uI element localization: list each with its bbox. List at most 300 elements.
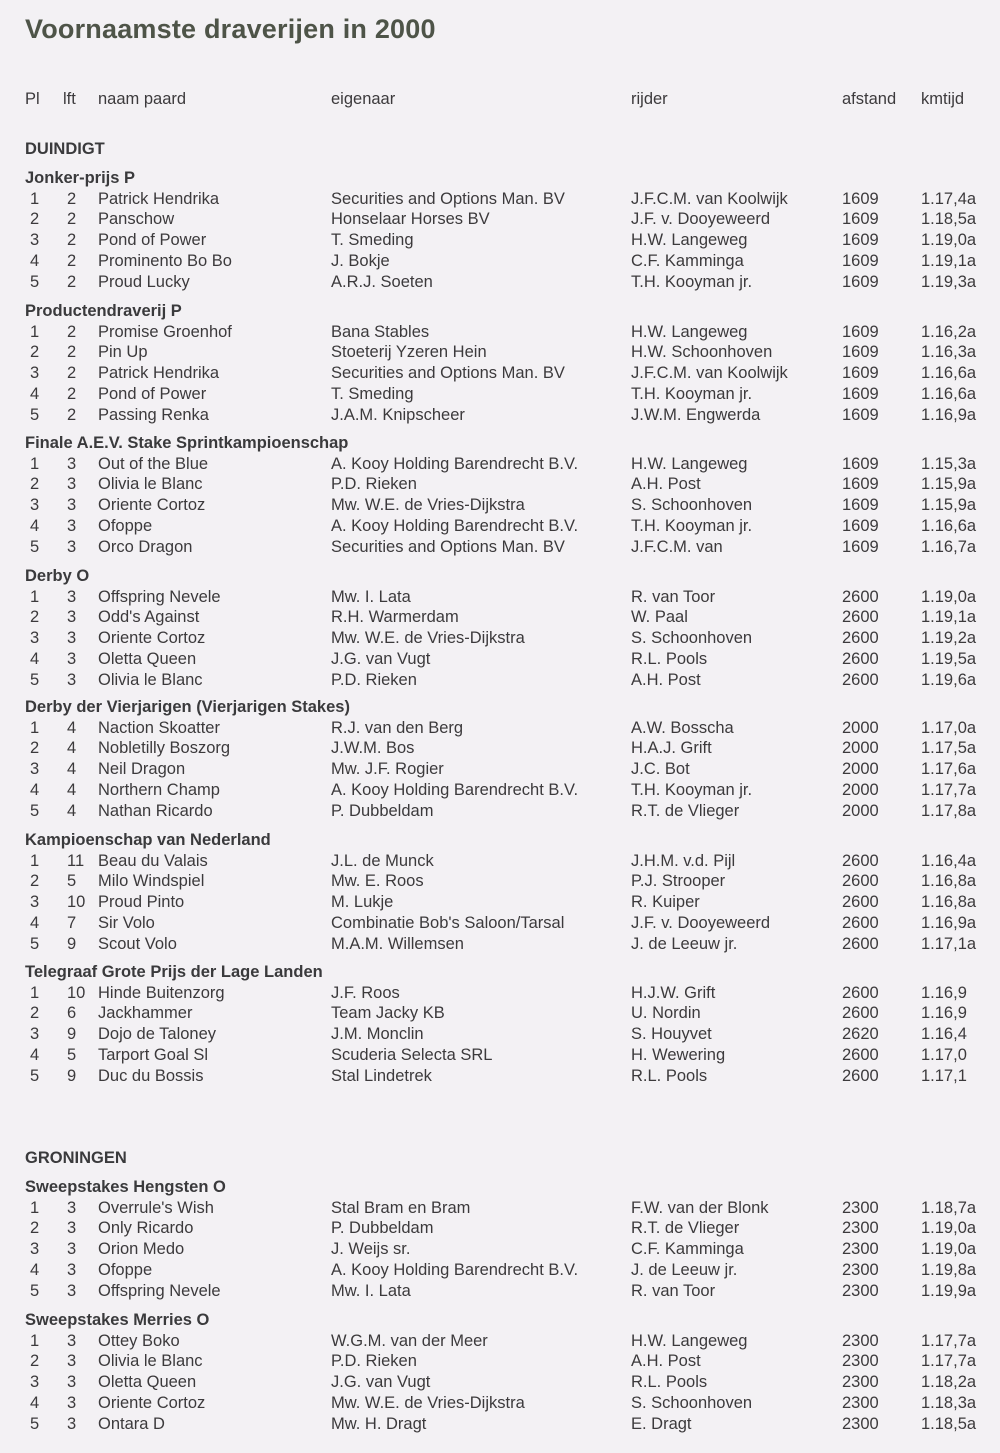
cell-driver: F.W. van der Blonk [631,1198,769,1217]
cell-age: 10 [67,983,86,1002]
cell-km-time: 1.16,4 [921,1025,967,1043]
cell-place: 4 [30,1260,40,1279]
cell-km-time: 1.16,8a [921,872,977,891]
column-header-rijder: rijder [631,90,668,108]
cell-age: 2 [67,405,77,424]
cell-km-time: 1.15,9a [921,496,977,514]
cell-driver: J.F. v. Dooyeweerd [631,210,771,229]
cell-owner: Mw. I. Lata [331,1281,411,1300]
table-row [0,739,1000,759]
cell-horse-name: Pond of Power [98,231,207,249]
cell-distance: 2300 [842,1219,879,1238]
race-title: Derby O [25,567,90,585]
cell-distance: 2300 [842,1331,879,1350]
cell-age: 5 [67,1045,77,1064]
cell-owner: Mw. H. Dragt [331,1414,427,1433]
cell-distance: 2600 [842,629,879,647]
cell-distance: 1609 [842,251,879,270]
cell-age: 10 [67,893,86,911]
cell-horse-name: Offspring Nevele [98,1281,221,1300]
race-title: Sweepstakes Hengsten O [25,1178,226,1196]
table-row [0,1352,1000,1372]
cell-place: 2 [30,210,40,229]
cell-km-time: 1.15,9a [921,475,977,494]
table-row [0,781,1000,801]
cell-distance: 2600 [842,1066,879,1085]
cell-owner: Securities and Options Man. BV [331,189,565,208]
table-row [0,719,1000,739]
cell-driver: H.A.J. Grift [631,739,712,758]
cell-place: 5 [30,405,40,424]
table-row [0,1046,1000,1066]
cell-age: 2 [67,210,77,229]
cell-driver: R.L. Pools [631,1066,708,1085]
cell-age: 3 [67,1260,77,1279]
table-row [0,364,1000,384]
cell-horse-name: Promise Groenhof [98,322,232,341]
cell-age: 4 [67,801,77,820]
table-row [0,650,1000,670]
cell-horse-name: Nathan Ricardo [98,801,213,820]
cell-owner: Securities and Options Man. BV [331,537,565,556]
cell-km-time: 1.19,0a [921,1219,977,1238]
table-row [0,1219,1000,1239]
cell-driver: H.W. Langeweg [631,322,748,341]
cell-place: 3 [30,496,40,514]
cell-distance: 2300 [842,1393,879,1412]
cell-horse-name: Proud Lucky [98,272,190,291]
table-row [0,1394,1000,1414]
cell-km-time: 1.17,6a [921,760,977,778]
cell-driver: J.C. Bot [631,760,690,778]
cell-horse-name: Overrule's Wish [98,1198,214,1217]
cell-distance: 2300 [842,1281,879,1300]
cell-age: 3 [67,496,77,514]
cell-km-time: 1.18,5a [921,210,977,229]
cell-distance: 2000 [842,780,879,799]
cell-owner: A. Kooy Holding Barendrecht B.V. [331,516,579,535]
cell-horse-name: Only Ricardo [98,1219,194,1238]
cell-km-time: 1.16,6a [921,384,977,403]
race-title: Telegraaf Grote Prijs der Lage Landen [25,963,323,981]
cell-horse-name: Nobletilly Boszorg [98,739,231,758]
column-header-row [0,90,1000,112]
cell-place: 5 [30,1281,40,1300]
table-row [0,1261,1000,1281]
cell-horse-name: Oriente Cortoz [98,496,206,514]
cell-distance: 2600 [842,934,879,953]
cell-place: 5 [30,272,40,291]
cell-place: 2 [30,872,40,891]
cell-km-time: 1.15,3a [921,454,977,473]
cell-driver: A.H. Post [631,475,701,494]
cell-place: 5 [30,537,40,556]
table-row [0,671,1000,691]
cell-place: 5 [30,1414,40,1433]
cell-driver: J. de Leeuw jr. [631,1260,738,1279]
cell-horse-name: Jackhammer [98,1004,193,1023]
cell-place: 4 [30,1393,40,1412]
cell-age: 7 [67,913,77,932]
cell-place: 4 [30,780,40,799]
cell-km-time: 1.19,0a [921,1240,977,1258]
cell-km-time: 1.18,7a [921,1198,977,1217]
cell-place: 1 [30,322,40,341]
table-row [0,517,1000,537]
table-row [0,893,1000,913]
cell-distance: 2600 [842,1004,879,1023]
table-row [0,608,1000,628]
cell-age: 9 [67,1066,77,1085]
cell-km-time: 1.16,9a [921,405,977,424]
cell-km-time: 1.19,1a [921,608,977,627]
cell-owner: Stoeterij Yzeren Hein [331,343,487,362]
cell-horse-name: Scout Volo [98,934,177,953]
cell-distance: 2300 [842,1198,879,1217]
table-row [0,1199,1000,1219]
table-row [0,760,1000,780]
cell-owner: Mw. J.F. Rogier [331,760,444,778]
cell-place: 2 [30,1219,40,1238]
cell-place: 4 [30,1045,40,1064]
cell-owner: A. Kooy Holding Barendrecht B.V. [331,1260,579,1279]
cell-distance: 2600 [842,649,879,668]
cell-km-time: 1.17,4a [921,189,977,208]
cell-horse-name: Naction Skoatter [98,718,220,737]
cell-place: 4 [30,384,40,403]
cell-age: 3 [67,1198,77,1217]
cell-age: 4 [67,760,77,778]
cell-age: 2 [67,189,77,208]
cell-horse-name: Ofoppe [98,1260,153,1279]
cell-age: 2 [67,364,77,382]
cell-horse-name: Odd's Against [98,608,200,627]
cell-distance: 2600 [842,608,879,627]
cell-horse-name: Neil Dragon [98,760,186,778]
cell-owner: P. Dubbeldam [331,801,434,820]
cell-horse-name: Ottey Boko [98,1331,180,1350]
cell-driver: P.J. Strooper [631,872,726,891]
cell-km-time: 1.16,7a [921,537,977,556]
cell-km-time: 1.19,5a [921,649,977,668]
race-title: Kampioenschap van Nederland [25,831,271,849]
cell-owner: J.G. van Vugt [331,649,431,668]
cell-driver: C.F. Kamminga [631,251,744,270]
cell-owner: P.D. Rieken [331,1352,417,1371]
cell-km-time: 1.16,2a [921,322,977,341]
cell-distance: 2600 [842,1045,879,1064]
cell-km-time: 1.16,3a [921,343,977,362]
column-header-afstand: afstand [842,90,897,108]
cell-owner: Team Jacky KB [331,1004,445,1023]
cell-distance: 1609 [842,475,879,494]
cell-owner: Mw. W.E. de Vries-Dijkstra [331,629,525,647]
cell-place: 4 [30,913,40,932]
cell-km-time: 1.18,5a [921,1414,977,1433]
cell-distance: 1609 [842,343,879,362]
cell-km-time: 1.17,5a [921,739,977,758]
cell-owner: P.D. Rieken [331,475,417,494]
cell-owner: J. Weijs sr. [331,1240,411,1258]
cell-horse-name: Ofoppe [98,516,153,535]
race-title: Finale A.E.V. Stake Sprintkampioenschap [25,434,349,452]
cell-horse-name: Offspring Nevele [98,587,221,606]
cell-km-time: 1.16,9 [921,983,967,1002]
cell-owner: Stal Bram en Bram [331,1198,471,1217]
column-header-eigenaar: eigenaar [331,90,396,108]
cell-driver: A.W. Bosscha [631,718,734,737]
table-row [0,588,1000,608]
cell-driver: S. Houyvet [631,1025,712,1043]
cell-driver: R.T. de Vlieger [631,801,740,820]
cell-horse-name: Pond of Power [98,384,207,403]
table-row [0,1373,1000,1393]
cell-km-time: 1.18,3a [921,1393,977,1412]
cell-horse-name: Oletta Queen [98,649,197,668]
cell-driver: T.H. Kooyman jr. [631,272,753,291]
table-row [0,210,1000,230]
cell-horse-name: Olivia le Blanc [98,670,203,689]
cell-driver: H.J.W. Grift [631,983,716,1002]
cell-driver: S. Schoonhoven [631,629,753,647]
cell-horse-name: Out of the Blue [98,454,209,473]
cell-place: 5 [30,934,40,953]
cell-place: 5 [30,1066,40,1085]
cell-place: 3 [30,1240,40,1258]
table-row [0,273,1000,293]
cell-place: 3 [30,760,40,778]
cell-age: 3 [67,1219,77,1238]
cell-horse-name: Oletta Queen [98,1373,197,1391]
table-row [0,1004,1000,1024]
cell-driver: C.F. Kamminga [631,1240,744,1258]
cell-owner: M.A.M. Willemsen [331,934,464,953]
cell-km-time: 1.16,6a [921,364,977,382]
table-row [0,323,1000,343]
cell-km-time: 1.19,1a [921,251,977,270]
cell-horse-name: Ontara D [98,1414,165,1433]
cell-km-time: 1.17,7a [921,1352,977,1371]
race-title: Productendraverij P [25,302,182,320]
cell-place: 2 [30,475,40,494]
cell-owner: Combinatie Bob's Saloon/Tarsal [331,913,565,932]
cell-distance: 2300 [842,1352,879,1371]
table-row [0,343,1000,363]
table-row [0,538,1000,558]
cell-distance: 2000 [842,739,879,758]
cell-distance: 1609 [842,496,879,514]
cell-owner: Mw. W.E. de Vries-Dijkstra [331,1393,525,1412]
cell-distance: 2000 [842,801,879,820]
table-row [0,914,1000,934]
cell-owner: W.G.M. van der Meer [331,1331,488,1350]
cell-distance: 1609 [842,210,879,229]
cell-km-time: 1.19,0a [921,587,977,606]
cell-age: 3 [67,649,77,668]
cell-place: 3 [30,231,40,249]
cell-owner: J.L. de Munck [331,851,434,870]
cell-driver: R.L. Pools [631,1373,708,1391]
cell-distance: 2300 [842,1373,879,1391]
cell-owner: R.H. Warmerdam [331,608,459,627]
cell-owner: Bana Stables [331,322,430,341]
cell-place: 1 [30,851,40,870]
cell-horse-name: Milo Windspiel [98,872,205,891]
cell-place: 5 [30,670,40,689]
cell-age: 3 [67,1281,77,1300]
cell-horse-name: Passing Renka [98,405,209,424]
cell-driver: H.W. Langeweg [631,1331,748,1350]
cell-km-time: 1.19,8a [921,1260,977,1279]
cell-driver: R.L. Pools [631,649,708,668]
cell-km-time: 1.17,0 [921,1045,967,1064]
cell-distance: 2600 [842,913,879,932]
cell-distance: 1609 [842,322,879,341]
cell-km-time: 1.16,4a [921,851,977,870]
cell-age: 3 [67,587,77,606]
column-header-naam-paard: naam paard [98,90,187,108]
cell-owner: Mw. E. Roos [331,872,424,891]
cell-driver: S. Schoonhoven [631,1393,753,1412]
cell-distance: 1609 [842,537,879,556]
cell-distance: 2000 [842,760,879,778]
cell-age: 9 [67,1025,77,1043]
page-title: Voornaamste draverijen in 2000 [25,14,436,44]
cell-horse-name: Patrick Hendrika [98,189,220,208]
cell-distance: 1609 [842,516,879,535]
cell-distance: 1609 [842,189,879,208]
cell-place: 3 [30,629,40,647]
cell-owner: J.A.M. Knipscheer [331,405,465,424]
cell-place: 3 [30,364,40,382]
cell-horse-name: Proud Pinto [98,893,185,911]
cell-horse-name: Pin Up [98,343,148,362]
cell-owner: T. Smeding [331,231,414,249]
cell-distance: 2600 [842,587,879,606]
cell-driver: J. de Leeuw jr. [631,934,738,953]
cell-distance: 2000 [842,718,879,737]
table-row [0,496,1000,516]
cell-driver: T.H. Kooyman jr. [631,780,753,799]
table-row [0,935,1000,955]
cell-km-time: 1.19,2a [921,629,977,647]
table-row [0,1025,1000,1045]
table-row [0,190,1000,210]
cell-age: 3 [67,1352,77,1371]
cell-distance: 2620 [842,1025,879,1043]
cell-km-time: 1.17,8a [921,801,977,820]
cell-driver: U. Nordin [631,1004,701,1023]
cell-age: 3 [67,516,77,535]
cell-driver: R. Kuiper [631,893,700,911]
table-row [0,385,1000,405]
cell-place: 1 [30,454,40,473]
cell-distance: 2300 [842,1240,879,1258]
cell-place: 1 [30,587,40,606]
cell-age: 3 [67,608,77,627]
table-row [0,1240,1000,1260]
cell-place: 4 [30,516,40,535]
cell-distance: 1609 [842,231,879,249]
cell-owner: P. Dubbeldam [331,1219,434,1238]
cell-distance: 2300 [842,1414,879,1433]
cell-place: 1 [30,1198,40,1217]
cell-driver: J.F.C.M. van [631,537,723,556]
cell-age: 2 [67,384,77,403]
cell-distance: 2600 [842,983,879,1002]
cell-horse-name: Hinde Buitenzorg [98,983,225,1002]
cell-km-time: 1.17,1a [921,934,977,953]
table-row [0,872,1000,892]
cell-distance: 2600 [842,670,879,689]
cell-km-time: 1.19,9a [921,1281,977,1300]
cell-age: 2 [67,272,77,291]
cell-age: 9 [67,934,77,953]
cell-driver: A.H. Post [631,1352,701,1371]
cell-place: 5 [30,801,40,820]
region-heading: GRONINGEN [25,1149,127,1167]
column-header-pl: Pl [25,90,40,108]
cell-horse-name: Oriente Cortoz [98,629,206,647]
table-row [0,802,1000,822]
cell-driver: J.F.C.M. van Koolwijk [631,189,788,208]
cell-horse-name: Beau du Valais [98,851,208,870]
cell-owner: Securities and Options Man. BV [331,364,565,382]
cell-age: 3 [67,670,77,689]
cell-km-time: 1.19,0a [921,231,977,249]
cell-distance: 2600 [842,851,879,870]
cell-distance: 1609 [842,272,879,291]
cell-age: 3 [67,454,77,473]
cell-driver: E. Dragt [631,1414,692,1433]
cell-age: 2 [67,251,77,270]
cell-distance: 2300 [842,1260,879,1279]
cell-horse-name: Patrick Hendrika [98,364,220,382]
cell-age: 2 [67,343,77,362]
cell-place: 3 [30,1373,40,1391]
cell-owner: Mw. W.E. de Vries-Dijkstra [331,496,525,514]
cell-distance: 2600 [842,893,879,911]
table-row [0,984,1000,1004]
cell-owner: A. Kooy Holding Barendrecht B.V. [331,454,579,473]
table-row [0,231,1000,251]
cell-driver: T.H. Kooyman jr. [631,516,753,535]
cell-owner: J. Bokje [331,251,390,270]
cell-horse-name: Northern Champ [98,780,220,799]
cell-place: 2 [30,608,40,627]
cell-km-time: 1.17,7a [921,1331,977,1350]
cell-owner: M. Lukje [331,893,394,911]
cell-horse-name: Dojo de Taloney [98,1025,217,1043]
table-row [0,1067,1000,1087]
cell-place: 1 [30,1331,40,1350]
cell-horse-name: Panschow [98,210,175,229]
cell-driver: H.W. Schoonhoven [631,343,773,362]
column-header-lft: lft [63,90,76,108]
cell-horse-name: Tarport Goal Sl [98,1045,209,1064]
table-row [0,1415,1000,1435]
cell-age: 3 [67,629,77,647]
cell-place: 1 [30,718,40,737]
cell-driver: H.W. Langeweg [631,454,748,473]
race-title: Sweepstakes Merries O [25,1311,210,1329]
cell-km-time: 1.19,3a [921,272,977,291]
cell-age: 3 [67,1240,77,1258]
table-row [0,455,1000,475]
cell-driver: J.W.M. Engwerda [631,405,761,424]
cell-km-time: 1.16,9 [921,1004,967,1023]
cell-km-time: 1.17,1 [921,1066,967,1085]
